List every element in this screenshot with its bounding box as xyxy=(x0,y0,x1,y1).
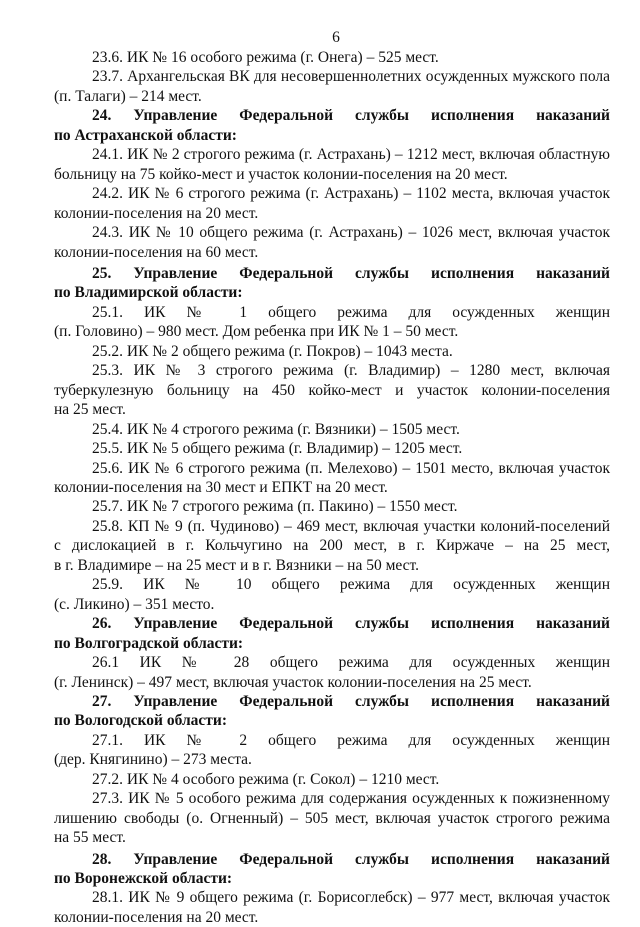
section-heading xyxy=(54,850,610,889)
text-line: по Вологодской области: xyxy=(54,712,227,730)
text-line: 25.4. ИК № 4 строгого режима (г. Вязники) – 1505 мест. xyxy=(92,420,460,438)
section-heading xyxy=(54,692,610,731)
text-line: 25.6. ИК № 6 строгого режима (п. Мелехово) – 1501 место, включая участок xyxy=(92,459,610,477)
text-line: 26. Управление Федеральной службы исполнения наказаний xyxy=(92,615,610,633)
text-line: (дер. Княгинино) – 273 места. xyxy=(54,751,252,769)
text-line: 27. Управление Федеральной службы исполнения наказаний xyxy=(92,692,610,710)
text-line: 27.1. ИК № 2 общего режима для осужденных женщин xyxy=(92,731,610,749)
list-item xyxy=(54,789,610,847)
text-line: колонии-поселения на 20 мест. xyxy=(54,908,259,926)
list-item xyxy=(54,517,610,575)
list-item xyxy=(54,145,610,184)
list-item xyxy=(54,731,610,770)
list-item xyxy=(54,653,610,692)
text-line: 24. Управление Федеральной службы исполнения наказаний xyxy=(92,107,610,125)
list-item xyxy=(54,361,610,419)
text-line: (с. Ликино) – 351 место. xyxy=(54,595,215,613)
text-line: 27.3. ИК № 5 особого режима для содержания осужденных к пожизненному xyxy=(92,790,610,808)
list-item xyxy=(54,439,610,458)
text-line: 28.1. ИК № 9 общего режима (г. Борисоглебск) – 977 мест, включая участок xyxy=(92,889,610,907)
text-line: 24.3. ИК № 10 общего режима (г. Астрахань) – 1026 мест, включая участок xyxy=(92,224,610,242)
section-heading xyxy=(54,264,610,303)
section-heading xyxy=(54,106,610,145)
text-line: колонии-поселения на 20 мест. xyxy=(54,204,259,222)
text-line: 24.2. ИК № 6 строгого режима (г. Астрахань) – 1102 места, включая участок xyxy=(92,185,610,203)
text-line: по Владимирской области: xyxy=(54,284,243,302)
text-line: 25.1. ИК № 1 общего режима для осужденных женщин xyxy=(92,303,610,321)
list-item xyxy=(54,420,610,439)
list-item xyxy=(54,67,610,106)
list-item xyxy=(54,303,610,342)
text-line: по Воронежской области: xyxy=(54,870,233,888)
text-line: по Волгоградской области: xyxy=(54,634,244,652)
list-item xyxy=(54,497,610,516)
list-item xyxy=(54,223,610,262)
text-line: 28. Управление Федеральной службы исполнения наказаний xyxy=(92,850,610,868)
document-body xyxy=(54,48,610,927)
list-item xyxy=(54,184,610,223)
list-item xyxy=(54,575,610,614)
list-item xyxy=(54,770,610,789)
text-line: 23.6. ИК № 16 особого режима (г. Онега) – 525 мест. xyxy=(92,49,439,66)
section-heading xyxy=(54,614,610,653)
text-line: 25.2. ИК № 2 общего режима (г. Покров) – 1043 места. xyxy=(92,342,453,360)
text-line: 25.7. ИК № 7 строгого режима (п. Пакино) – 1550 мест. xyxy=(92,498,458,516)
text-line: с дислокацией в г. Кольчугино на 200 мест, в г. Киржаче – на 25 мест, xyxy=(54,537,610,555)
text-line: больницу на 75 койко-мест и участок колонии-поселения на 20 мест. xyxy=(54,165,508,183)
text-line: 25.8. КП № 9 (п. Чудиново) – 469 мест, включая участки колоний-поселений xyxy=(92,517,610,535)
text-line: лишению свободы (о. Огненный) – 505 мест, включая участок строгого режима xyxy=(54,809,610,827)
text-line: на 25 мест. xyxy=(54,401,126,419)
list-item xyxy=(54,342,610,361)
list-item xyxy=(54,48,610,67)
text-line: колонии-поселения на 30 мест и ЕПКТ на 20 мест. xyxy=(54,478,388,496)
text-line: 27.2. ИК № 4 особого режима (г. Сокол) – 1210 мест. xyxy=(92,770,440,788)
text-line: 25.5. ИК № 5 общего режима (г. Владимир) – 1205 мест. xyxy=(92,440,463,458)
text-line: (г. Ленинск) – 497 мест, включая участок колонии-поселения на 25 мест. xyxy=(54,673,532,691)
list-item xyxy=(54,459,610,498)
text-line: туберкулезную больницу на 450 койко-мест и участок колонии-поселения xyxy=(54,381,610,399)
text-line: 25.3. ИК № 3 строгого режима (г. Владимир) – 1280 мест, включая xyxy=(92,362,610,380)
text-line: в г. Владимире – на 25 мест и в г. Вязники – на 50 мест. xyxy=(54,556,420,574)
text-line: колонии-поселения на 60 мест. xyxy=(54,243,259,261)
text-line: (п. Талаги) – 214 мест. xyxy=(54,87,202,105)
text-line: 23.7. Архангельская ВК для несовершеннолетних осужденных мужского пола xyxy=(92,68,610,86)
list-item xyxy=(54,888,610,927)
text-line: 26.1 ИК № 28 общего режима для осужденных женщин xyxy=(92,654,610,672)
text-line: (п. Головино) – 980 мест. Дом ребенка при ИК № 1 – 50 мест. xyxy=(54,323,459,341)
text-line: 25. Управление Федеральной службы исполнения наказаний xyxy=(92,264,610,282)
text-line: на 55 мест. xyxy=(54,829,126,847)
text-line: по Астраханской области: xyxy=(54,126,237,144)
text-line: 24.1. ИК № 2 строгого режима (г. Астрахань) – 1212 мест, включая областную xyxy=(92,146,610,164)
page-number: 6 xyxy=(332,29,340,46)
text-line: 25.9. ИК № 10 общего режима для осужденных женщин xyxy=(92,576,610,594)
